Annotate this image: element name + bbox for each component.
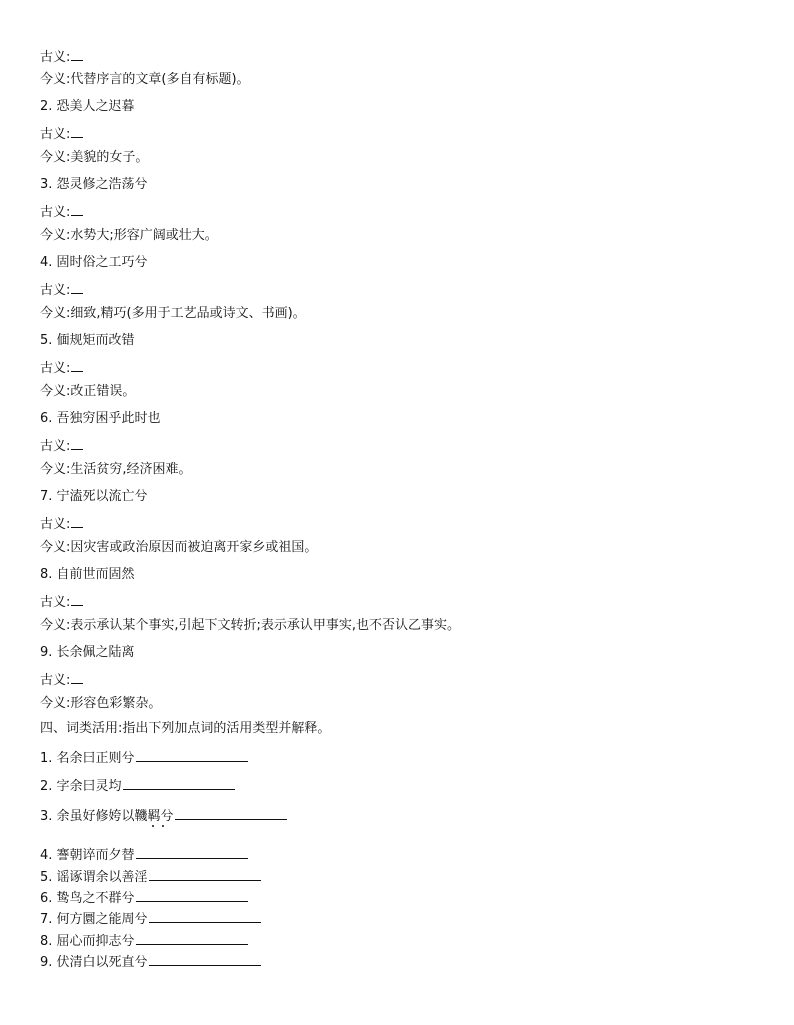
text-line [40,177,148,193]
line-text: 古义: [40,673,71,688]
line-text: 8. 自前世而固然 [40,567,135,582]
line-text: 4. 謇朝谇而夕替 [40,848,135,863]
answer-blank[interactable] [136,749,248,762]
text-line [40,567,135,583]
line-text: 今义:改正错误。 [40,384,136,399]
line-text: 4. 固时俗之工巧兮 [40,255,148,270]
answer-blank[interactable] [71,48,83,61]
text-line [40,203,83,221]
answer-blank[interactable] [149,868,261,881]
text-line [40,777,235,795]
text-line [40,48,83,66]
line-text: 今义:美貌的女子。 [40,150,149,165]
text-line [40,889,248,907]
line-text: 2. 字余曰灵均 [40,779,122,794]
line-text: 古义: [40,439,71,454]
line-text: 7. 何方圜之能周兮 [40,912,148,927]
line-text: 3. 怨灵修之浩荡兮 [40,177,148,192]
line-text: 古义: [40,127,71,142]
text-line [40,932,248,950]
text-line [40,618,460,634]
line-text: 古义: [40,50,71,65]
answer-blank[interactable] [136,932,248,945]
answer-blank[interactable] [71,359,83,372]
line-text: 今义:代替序言的文章(多自有标题)。 [40,72,250,87]
line-text: 今义:水势大;形容广阔或壮大。 [40,228,218,243]
line-text: 9. 长余佩之陆离 [40,645,135,660]
answer-blank[interactable] [71,125,83,138]
line-text: 今义:形容色彩繁杂。 [40,696,162,711]
text-line [40,255,148,271]
text-line [40,411,161,427]
answer-blank[interactable] [71,203,83,216]
text-line [40,645,135,661]
text-line [40,749,248,767]
text-line [40,99,135,115]
line-text: 6. 吾独穷困乎此时也 [40,411,161,426]
line-text: 古义: [40,595,71,610]
text-line [40,807,287,825]
text-line [40,228,218,244]
text-line [40,721,330,737]
text-line [40,696,161,712]
answer-blank[interactable] [136,889,248,902]
line-text: 今义:生活贫穷,经济困难。 [40,462,192,477]
line-text: 6. 鸷鸟之不群兮 [40,891,135,906]
answer-blank[interactable] [149,910,261,923]
text-line [40,281,83,299]
line-text: 今义:表示承认某个事实,引起下文转折;表示承认甲事实,也不否认乙事实。 [40,618,461,633]
text-line [40,384,135,400]
line-text: 古义: [40,517,71,532]
text-line [40,333,135,349]
text-line [40,125,83,143]
text-line [40,671,83,689]
text-line [40,489,148,505]
line-text: 3. 余虽好修姱以鞿羁兮 [40,809,174,824]
answer-blank[interactable] [123,777,235,790]
line-text: 9. 伏清白以死直兮 [40,955,148,970]
line-text: 今义:因灾害或政治原因而被迫离开家乡或祖国。 [40,540,318,555]
line-text: 四、词类活用:指出下列加点词的活用类型并解释。 [40,721,331,736]
text-line [40,910,261,928]
line-text: 5. 谣诼谓余以善淫 [40,870,148,885]
answer-blank[interactable] [71,437,83,450]
line-text: 1. 名余曰正则兮 [40,751,135,766]
text-line [40,515,83,533]
answer-blank[interactable] [149,953,261,966]
line-text: 5. 偭规矩而改错 [40,333,135,348]
text-line [40,437,83,455]
answer-blank[interactable] [71,593,83,606]
line-text: 古义: [40,205,71,220]
emphasis-dot [162,825,164,827]
text-line [40,593,83,611]
text-line [40,540,317,556]
line-text: 7. 宁溘死以流亡兮 [40,489,148,504]
text-line [40,846,248,864]
text-line [40,462,192,478]
line-text: 8. 屈心而抑志兮 [40,934,135,949]
line-text: 2. 恐美人之迟暮 [40,99,135,114]
text-line [40,868,261,886]
text-line [40,150,148,166]
answer-blank[interactable] [136,846,248,859]
line-text: 古义: [40,283,71,298]
answer-blank[interactable] [71,281,83,294]
answer-blank[interactable] [71,671,83,684]
text-line [40,359,83,377]
answer-blank[interactable] [175,807,287,820]
text-line [40,953,261,971]
answer-blank[interactable] [71,515,83,528]
line-text: 古义: [40,361,71,376]
line-text: 今义:细致,精巧(多用于工艺品或诗文、书画)。 [40,306,306,321]
text-line [40,72,250,88]
text-line [40,306,306,322]
emphasis-dot [152,825,154,827]
